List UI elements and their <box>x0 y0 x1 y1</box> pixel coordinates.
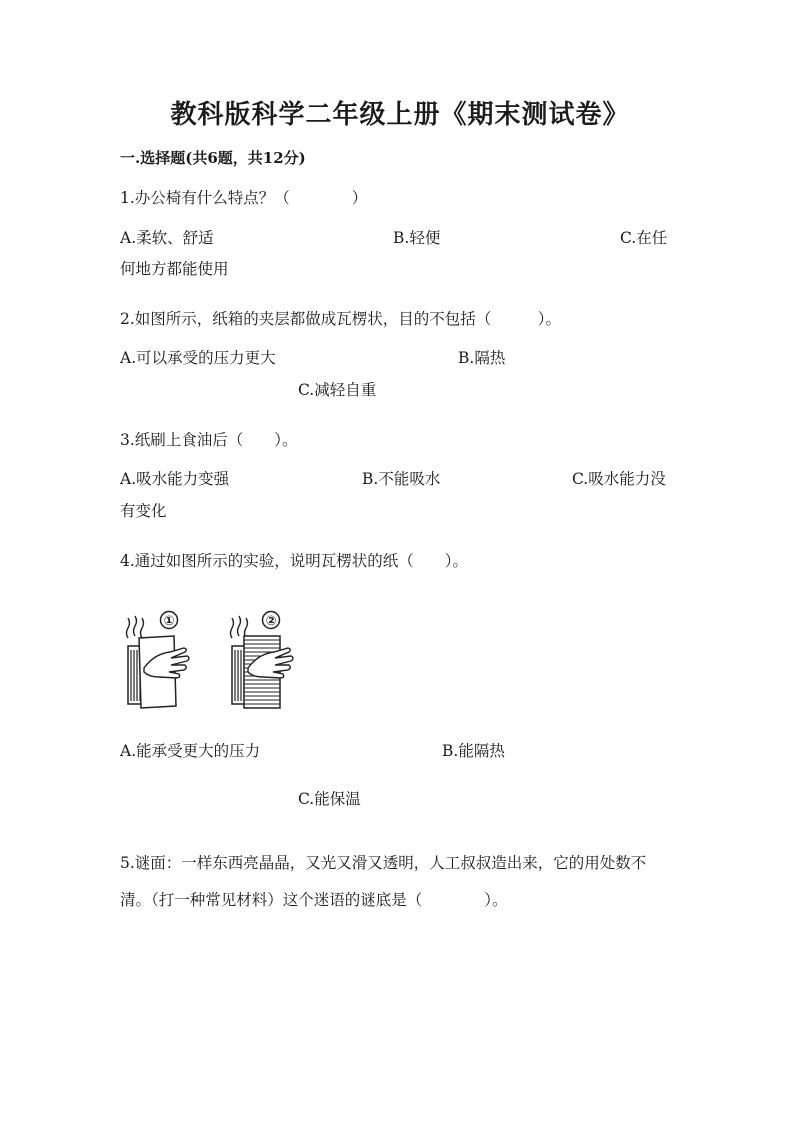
question-5-stem-line-2: 清。（打一种常见材料）这个迷语的谜底是（ ）。 <box>120 891 508 909</box>
experiment-panel-2 <box>231 612 294 709</box>
question-4-figure <box>122 606 312 716</box>
question-1-option-c[interactable]: C.在任 <box>620 229 668 247</box>
question-1-option-a[interactable]: A.柔软、舒适 <box>120 229 214 247</box>
heat-waves-icon <box>127 616 144 638</box>
question-3-option-c-wrap: 有变化 <box>120 502 167 520</box>
question-4-option-c[interactable]: C.能保温 <box>298 790 361 808</box>
question-2-option-b[interactable]: B.隔热 <box>458 349 506 367</box>
question-3-option-a[interactable]: A.吸水能力变强 <box>120 470 230 488</box>
question-2-stem: 2.如图所示，纸箱的夹层都做成瓦楞状，目的不包括（ ）。 <box>120 310 562 328</box>
question-3-option-c[interactable]: C.吸水能力没 <box>572 470 666 488</box>
question-5-stem-line-1: 5.谜面：一样东西亮晶晶，又光又滑又透明，人工叔叔造出来，它的用处数不 <box>120 854 647 872</box>
question-4-option-a[interactable]: A.能承受更大的压力 <box>120 742 261 760</box>
question-2-option-a[interactable]: A.可以承受的压力更大 <box>120 349 276 367</box>
question-4-option-b[interactable]: B.能隔热 <box>442 742 505 760</box>
question-1-stem: 1.办公椅有什么特点？（ ） <box>120 189 368 207</box>
question-3-stem: 3.纸刷上食油后（ ）。 <box>120 431 298 449</box>
question-1-option-c-wrap: 何地方都能使用 <box>120 260 229 278</box>
figure-label-2: ② <box>265 614 277 629</box>
experiment-panel-1 <box>127 612 190 709</box>
section-heading: 一.选择题(共6题，共12分) <box>120 149 306 167</box>
heat-waves-icon <box>231 616 248 638</box>
figure-label-1: ① <box>163 614 175 629</box>
question-2-option-c[interactable]: C.减轻自重 <box>298 381 377 399</box>
page-title: 教科版科学二年级上册《期末测试卷》 <box>170 100 630 130</box>
question-1-option-b[interactable]: B.轻便 <box>393 229 441 247</box>
question-4-stem: 4.通过如图所示的实验，说明瓦楞状的纸（ ）。 <box>120 552 469 570</box>
question-3-option-b[interactable]: B.不能吸水 <box>362 470 441 488</box>
